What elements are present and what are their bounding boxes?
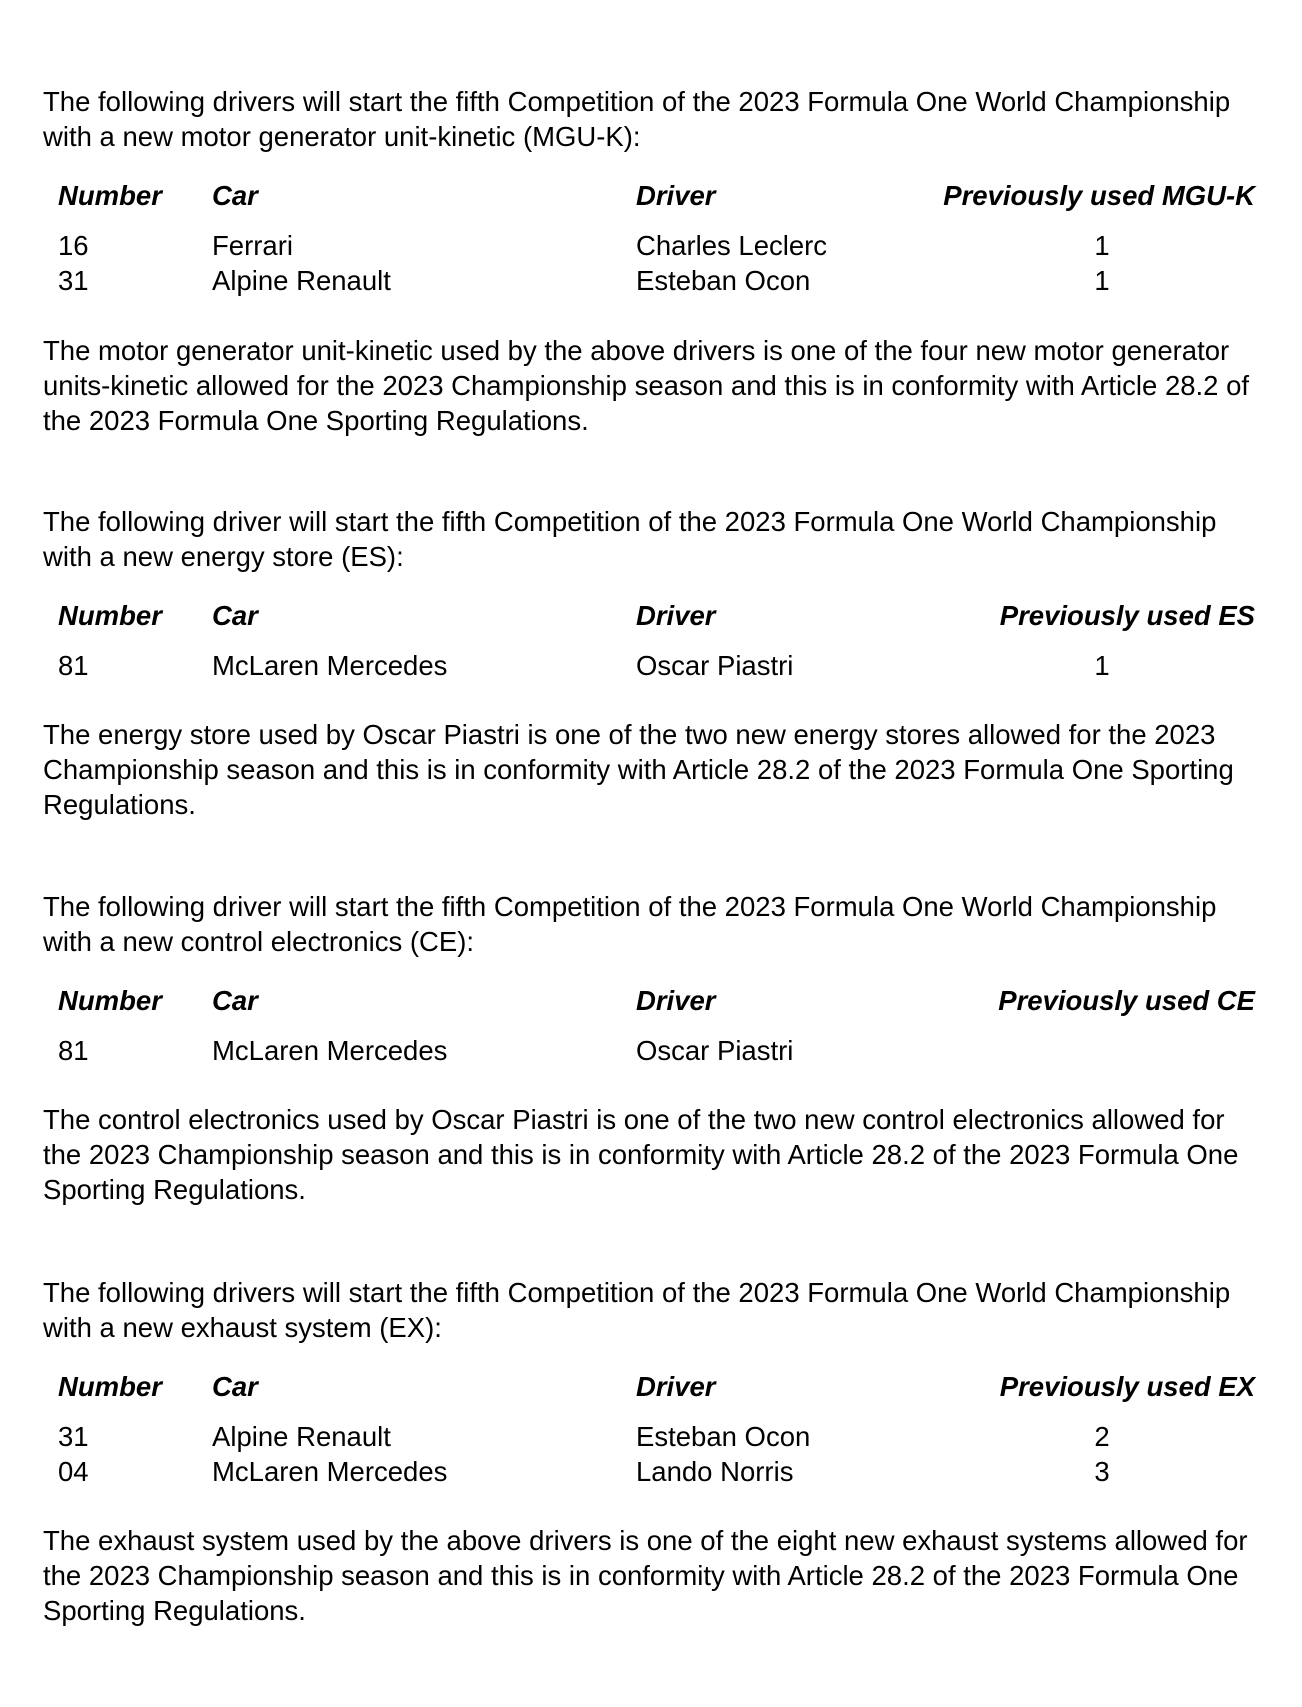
header-driver: Driver <box>636 600 716 631</box>
table-row <box>0 228 1302 263</box>
header-number: Number <box>58 180 162 211</box>
cell-previous: 3 <box>1094 1456 1110 1487</box>
section-intro: The following drivers will start the fifth Competition of the 2023 Formula One World Championship with a new exhaust system (EX): <box>43 1277 1231 1343</box>
cell-number: 81 <box>58 650 89 681</box>
cell-driver: Esteban Ocon <box>636 265 811 296</box>
table-row <box>0 263 1302 298</box>
cell-driver: Oscar Piastri <box>636 1035 794 1066</box>
cell-previous: 2 <box>1094 1421 1110 1452</box>
cell-driver: Oscar Piastri <box>636 650 794 681</box>
header-driver: Driver <box>636 985 716 1016</box>
header-car: Car <box>212 985 258 1016</box>
section-intro: The following driver will start the fifth Competition of the 2023 Formula One World Championship with a new control electronics (CE): <box>43 891 1217 957</box>
table-header <box>0 598 1302 633</box>
section-note: The control electronics used by Oscar Piastri is one of the two new control electronics allowed for the 2023 Championship season and this is in conformity with Article 28.2 of the 2023 Formula One Sporting Regulations. <box>43 1104 1239 1205</box>
section-note: The energy store used by Oscar Piastri is one of the two new energy stores allowed for the 2023 Championship season and this is in conformity with Article 28.2 of the 2023 Formula One Sporting Regulations. <box>43 719 1234 820</box>
header-car: Car <box>212 1371 258 1402</box>
section-intro: The following drivers will start the fifth Competition of the 2023 Formula One World Championship with a new motor generator unit-kinetic (MGU-K): <box>43 86 1231 152</box>
cell-number: 31 <box>58 1421 89 1452</box>
header-previous: Previously used MGU-K <box>943 180 1255 211</box>
cell-number: 31 <box>58 265 89 296</box>
cell-car: McLaren Mercedes <box>212 1456 448 1487</box>
table-row <box>0 1454 1302 1489</box>
header-previous: Previously used ES <box>999 600 1255 631</box>
header-number: Number <box>58 600 162 631</box>
header-number: Number <box>58 1371 162 1402</box>
header-number: Number <box>58 985 162 1016</box>
header-previous: Previously used EX <box>999 1371 1255 1402</box>
section-note: The motor generator unit-kinetic used by the above drivers is one of the four new motor generator units-kinetic allowed for the 2023 Championship season and this is in conformity with Article 28.2 of the 2023 Formula One Sporting Regulations. <box>43 335 1250 436</box>
cell-previous: 1 <box>1094 230 1110 261</box>
table-header <box>0 983 1302 1018</box>
cell-driver: Esteban Ocon <box>636 1421 811 1452</box>
cell-number: 16 <box>58 230 89 261</box>
header-car: Car <box>212 180 258 211</box>
cell-number: 04 <box>58 1456 89 1487</box>
cell-car: Ferrari <box>212 230 293 261</box>
header-driver: Driver <box>636 180 716 211</box>
cell-car: McLaren Mercedes <box>212 650 448 681</box>
header-previous: Previously used CE <box>998 985 1255 1016</box>
cell-car: Alpine Renault <box>212 265 391 296</box>
cell-previous: 1 <box>1094 265 1110 296</box>
cell-driver: Charles Leclerc <box>636 230 828 261</box>
table-row <box>0 1419 1302 1454</box>
cell-number: 81 <box>58 1035 89 1066</box>
table-row <box>0 1033 1302 1068</box>
cell-previous: 1 <box>1094 650 1110 681</box>
table-header <box>0 1369 1302 1404</box>
header-car: Car <box>212 600 258 631</box>
cell-driver: Lando Norris <box>636 1456 794 1487</box>
table-header <box>0 178 1302 213</box>
table-row <box>0 648 1302 683</box>
section-intro: The following driver will start the fifth Competition of the 2023 Formula One World Championship with a new energy store (ES): <box>43 506 1217 572</box>
cell-car: Alpine Renault <box>212 1421 391 1452</box>
header-driver: Driver <box>636 1371 716 1402</box>
cell-car: McLaren Mercedes <box>212 1035 448 1066</box>
section-note: The exhaust system used by the above drivers is one of the eight new exhaust systems allowed for the 2023 Championship season and this is in conformity with Article 28.2 of the 2023 Formula One Sporting Regulations. <box>43 1525 1248 1626</box>
